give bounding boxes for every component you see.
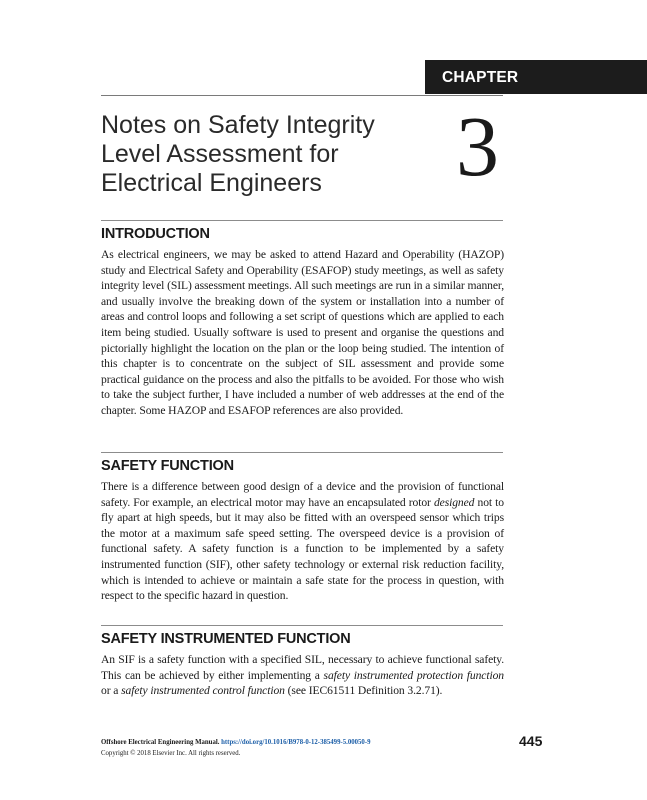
footer-copyright: Copyright © 2018 Elsevier Inc. All rights reserved. bbox=[101, 749, 241, 757]
chapter-title-line-1: Notes on Safety Integrity bbox=[101, 111, 375, 139]
heading-introduction: INTRODUCTION bbox=[101, 226, 210, 242]
paragraph-safety-function bbox=[101, 479, 504, 604]
text-run: (see IEC61511 Definition 3.2.71). bbox=[284, 684, 443, 698]
header-rule bbox=[101, 95, 503, 96]
footer-citation bbox=[101, 738, 521, 749]
chapter-title-line-2: Level Assessment for bbox=[101, 140, 339, 168]
paragraph-safety-instrumented-function bbox=[101, 652, 504, 699]
page-footer bbox=[101, 738, 521, 759]
footer-doi-link[interactable]: https://doi.org/10.1016/B978-0-12-385499-5.00050-9 bbox=[221, 739, 371, 746]
text-run-emphasis: safety instrumented protection function bbox=[323, 668, 504, 682]
heading-safety-instrumented-function: SAFETY INSTRUMENTED FUNCTION bbox=[101, 631, 351, 647]
text-run-emphasis: safety instrumented control function bbox=[121, 684, 285, 698]
section-rule-sif bbox=[101, 625, 503, 626]
chapter-title-line-3: Electrical Engineers bbox=[101, 169, 322, 197]
text-run: There is a difference between good design of a device and the provision of functional safety. For example, an electrical motor may have an encapsulated rotor bbox=[101, 480, 504, 509]
chapter-title bbox=[101, 111, 421, 198]
text-run: An SIF is a safety function with a specified SIL, necessary to achieve functional safety. This can be achieved by either implementing a bbox=[101, 653, 504, 682]
section-rule-safety-function bbox=[101, 452, 503, 453]
chapter-label: CHAPTER bbox=[425, 60, 647, 94]
paragraph-introduction: As electrical engineers, we may be asked to attend Hazard and Operability (HAZOP) study and Electrical Safety and Operability (ESAFOP) study meetings, as well as safety integrity level (SIL) assessment meetings. All such meetings are run in a similar manner, and usually involve the breaking down of the system or installation into a number of areas and control loops and following a set script of questions which are applied to each item being studied. Usually software is used to present and organise the questions and pictorially highlight the location on the plan or the loop being studied. The intention of this chapter is to concentrate on the subject of SIL assessment and provide some practical guidance on the process and also the pitfalls to be avoided. For those who wish to take the subject further, I have included a number of web addresses at the end of the chapter. Some HAZOP and ESAFOP references are also provided. bbox=[101, 248, 504, 417]
heading-safety-function: SAFETY FUNCTION bbox=[101, 458, 234, 474]
text-run: not to fly apart at high speeds, but it may also be fitted with an overspeed sensor which trips the motor at a maximum safe speed setting. The overspeed device is a provision of functional safety. A safety function is a function to be implemented by a safety instrumented function (SIF), other safety technology or external risk reduction facility, which is intended to achieve or maintain a safe state for the process in question, with respect to the specific hazard in question. bbox=[101, 495, 505, 603]
page-number: 445 bbox=[519, 733, 543, 749]
chapter-number: 3 bbox=[456, 98, 499, 194]
section-rule-introduction bbox=[101, 220, 503, 221]
text-run: or a bbox=[101, 684, 122, 698]
text-run-emphasis: designed bbox=[433, 495, 475, 509]
footer-book-title: Offshore Electrical Engineering Manual. bbox=[101, 739, 220, 746]
